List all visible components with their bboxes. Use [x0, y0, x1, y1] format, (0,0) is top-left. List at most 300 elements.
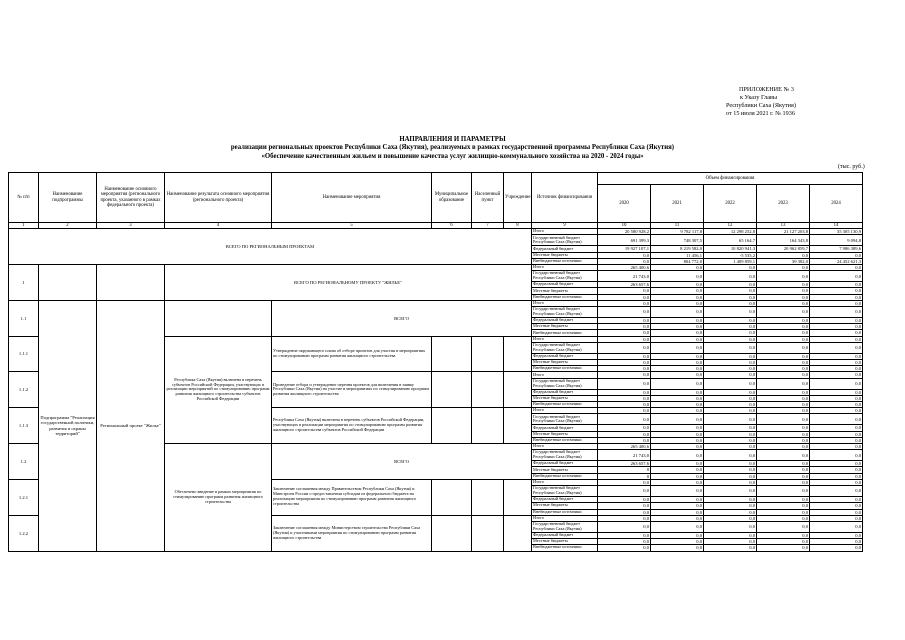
value-cell: 21 127 203,8: [757, 229, 810, 235]
value-cell: 0,0: [757, 402, 810, 408]
source-cell: Итого: [532, 515, 598, 521]
value-cell: 748 307,5: [651, 235, 704, 246]
value-cell: 0,0: [810, 497, 863, 503]
value-cell: 20 580 928,2: [598, 229, 651, 235]
column-index: 3: [97, 223, 165, 229]
value-cell: 9 782 117,8: [651, 229, 704, 235]
value-cell: 0,0: [757, 473, 810, 479]
value-cell: 0,0: [810, 271, 863, 282]
value-cell: 0,0: [757, 252, 810, 258]
value-cell: 0,0: [598, 414, 651, 425]
value-cell: 804 772,0: [651, 258, 704, 264]
value-cell: 0,0: [757, 461, 810, 467]
value-cell: 7 986 389,6: [810, 246, 863, 252]
value-cell: 0,0: [757, 330, 810, 336]
value-cell: 0,0: [704, 300, 757, 306]
value-cell: 0,0: [704, 503, 757, 509]
source-cell: Внебюджетные источники: [532, 258, 598, 264]
units-label: (тыс. руб.): [838, 164, 865, 170]
value-cell: 0,0: [651, 300, 704, 306]
value-cell: 0,0: [810, 307, 863, 318]
source-cell: Местные бюджеты: [532, 395, 598, 401]
value-cell: 1 409 859,1: [704, 258, 757, 264]
value-cell: 0,0: [704, 450, 757, 461]
value-cell: 0,0: [757, 444, 810, 450]
value-cell: 0,0: [598, 258, 651, 264]
value-cell: 0,0: [757, 532, 810, 538]
settlement-cell: [472, 515, 504, 551]
value-cell: 0,0: [598, 486, 651, 497]
value-cell: 0,0: [704, 431, 757, 437]
header-volume: Объем финансирования: [598, 173, 863, 185]
value-cell: 0,0: [757, 521, 810, 532]
value-cell: 0,0: [757, 437, 810, 443]
value-cell: 0,0: [704, 437, 757, 443]
header-year: 2024: [810, 185, 863, 223]
appendix-block: [724, 86, 884, 118]
column-index: 11: [651, 223, 704, 229]
value-cell: 0,0: [810, 330, 863, 336]
value-cell: 0,0: [598, 366, 651, 372]
header-source: Источник финансирования: [532, 173, 598, 223]
column-index: 5: [272, 223, 432, 229]
value-cell: 0,0: [810, 252, 863, 258]
source-cell: Итого: [532, 444, 598, 450]
value-cell: 0,0: [598, 330, 651, 336]
value-cell: 0,0: [704, 271, 757, 282]
source-cell: Федеральный бюджет: [532, 532, 598, 538]
value-cell: 0,0: [651, 503, 704, 509]
value-cell: 0,0: [651, 473, 704, 479]
value-cell: 0,0: [598, 342, 651, 353]
value-cell: 0,0: [651, 342, 704, 353]
settlement-cell: [472, 408, 504, 444]
value-cell: 0,0: [757, 467, 810, 473]
value-cell: 0,0: [757, 539, 810, 545]
value-cell: 0,0: [704, 444, 757, 450]
value-cell: 12 298 252,8: [704, 229, 757, 235]
header-year: 2020: [598, 185, 651, 223]
source-cell: Государственный бюджет Республики Саха (Якутия): [532, 521, 598, 532]
value-cell: 0,0: [810, 408, 863, 414]
value-cell: 0,0: [704, 342, 757, 353]
value-cell: 0,0: [598, 539, 651, 545]
row-number: 1.1.1: [9, 336, 39, 372]
value-cell: 0,0: [704, 509, 757, 515]
header-mainevent: Наименование основного мероприятия (регионального проекта, указанного в рамках федерального проекта): [97, 173, 165, 223]
value-cell: 0,0: [651, 378, 704, 389]
value-cell: 0,0: [651, 486, 704, 497]
value-cell: 0,0: [651, 288, 704, 294]
value-cell: 0,0: [810, 318, 863, 324]
value-cell: 0,0: [651, 414, 704, 425]
subprogram-cell: Подпрограмма "Реализация государственной политики, развития и охраны территорий": [39, 300, 97, 551]
column-index: 6: [432, 223, 472, 229]
column-index: 2: [39, 223, 97, 229]
result-spacer: [165, 300, 272, 336]
value-cell: 0,0: [757, 271, 810, 282]
value-cell: 0,0: [651, 509, 704, 515]
value-cell: 0,0: [598, 515, 651, 521]
institution-cell: [504, 479, 532, 515]
value-cell: 0,0: [704, 288, 757, 294]
value-cell: 0,0: [757, 342, 810, 353]
value-cell: 0,0: [651, 545, 704, 551]
value-cell: 0,0: [810, 395, 863, 401]
source-cell: Итого: [532, 300, 598, 306]
value-cell: 0,0: [598, 360, 651, 366]
value-cell: 0,0: [598, 353, 651, 359]
mainevent-cell: Региональный проект "Жилье": [97, 300, 165, 551]
value-cell: 0,0: [757, 307, 810, 318]
header-result: Наименование результата основного мероприятия (регионального проекта): [165, 173, 272, 223]
institution-cell: [504, 336, 532, 372]
value-cell: 0,0: [704, 389, 757, 395]
settlement-cell: [472, 336, 504, 372]
column-index: 4: [165, 223, 272, 229]
source-cell: Внебюджетные источники: [532, 437, 598, 443]
value-cell: 0,0: [810, 402, 863, 408]
value-cell: 0,0: [651, 450, 704, 461]
source-cell: Внебюджетные источники: [532, 330, 598, 336]
column-index: 13: [757, 223, 810, 229]
value-cell: 0,0: [598, 372, 651, 378]
value-cell: 0,0: [704, 515, 757, 521]
value-cell: 0: [598, 467, 651, 473]
value-cell: 0,0: [651, 539, 704, 545]
document-title: [0, 136, 905, 161]
value-cell: 0,0: [757, 545, 810, 551]
value-cell: 0,0: [810, 324, 863, 330]
value-cell: 0,0: [757, 324, 810, 330]
source-cell: Местные бюджеты: [532, 360, 598, 366]
value-cell: 0,0: [810, 282, 863, 288]
value-cell: 0,0: [598, 503, 651, 509]
source-cell: Государственный бюджет Республики Саха (Якутия): [532, 378, 598, 389]
value-cell: 39 382,0: [757, 258, 810, 264]
value-cell: 0,0: [757, 300, 810, 306]
value-cell: 0,0: [704, 408, 757, 414]
value-cell: 0,0: [704, 324, 757, 330]
value-cell: 0,0: [810, 450, 863, 461]
value-cell: 0,0: [598, 431, 651, 437]
value-cell: 0,0: [598, 395, 651, 401]
value-cell: 0,0: [704, 294, 757, 300]
source-cell: Итого: [532, 372, 598, 378]
source-cell: Местные бюджеты: [532, 288, 598, 294]
value-cell: 0,0: [598, 324, 651, 330]
value-cell: 0,0: [810, 479, 863, 485]
value-cell: 0,0: [598, 318, 651, 324]
value-cell: 0,0: [598, 336, 651, 342]
value-cell: 0,0: [651, 461, 704, 467]
value-cell: 0,0: [757, 503, 810, 509]
value-cell: 0,0: [704, 545, 757, 551]
source-cell: Внебюджетные источники: [532, 509, 598, 515]
value-cell: 0,0: [810, 360, 863, 366]
value-cell: 0,0: [704, 265, 757, 271]
value-cell: 0,0: [810, 509, 863, 515]
settlement-cell: [472, 479, 504, 515]
source-cell: Итого: [532, 229, 598, 235]
value-cell: 0,0: [598, 509, 651, 515]
value-cell: 10 820 941,3: [704, 246, 757, 252]
value-cell: 0,0: [651, 294, 704, 300]
value-cell: 0,0: [704, 360, 757, 366]
value-cell: 0,0: [757, 353, 810, 359]
value-cell: 0,0: [810, 521, 863, 532]
group-label-g12: ВСЕГО: [272, 444, 532, 480]
source-cell: Федеральный бюджет: [532, 246, 598, 252]
value-cell: 0,0: [651, 431, 704, 437]
source-cell: Государственный бюджет Республики Саха (Якутия): [532, 414, 598, 425]
value-cell: 263 657,6: [598, 282, 651, 288]
value-cell: 0,0: [598, 479, 651, 485]
source-cell: Государственный бюджет Республики Саха (Якутия): [532, 271, 598, 282]
value-cell: 0,0: [757, 497, 810, 503]
source-cell: Федеральный бюджет: [532, 461, 598, 467]
value-cell: 0,0: [704, 532, 757, 538]
value-cell: 0,0: [757, 450, 810, 461]
value-cell: 0,0: [598, 532, 651, 538]
value-cell: 164 343,8: [757, 235, 810, 246]
value-cell: 0,0: [651, 515, 704, 521]
source-cell: Федеральный бюджет: [532, 389, 598, 395]
value-cell: 0,0: [757, 366, 810, 372]
value-cell: 65 164,7: [704, 235, 757, 246]
value-cell: 0,0: [651, 372, 704, 378]
source-cell: Местные бюджеты: [532, 324, 598, 330]
result-cell: Республика Саха (Якутия) включена в перечень субъектов Российской Федерации, участвующих в реализации мероприятий по стимулированию программ развития жилищного строительства субъектов Российской Федерации: [165, 336, 272, 443]
event-cell: Республика Саха (Якутия) включена в перечень субъектов Российской Федерации, участвующих в реализации мероприятия по стимулированию программ развития жилищного строительства субъектов Российской Федерации: [272, 408, 432, 444]
value-cell: 0,0: [598, 294, 651, 300]
municipality-cell: [432, 336, 472, 372]
value-cell: 0,0: [757, 372, 810, 378]
value-cell: 0,0: [757, 395, 810, 401]
value-cell: 0,0: [651, 532, 704, 538]
value-cell: 0,0: [704, 353, 757, 359]
source-cell: Внебюджетные источники: [532, 473, 598, 479]
value-cell: 0,0: [757, 431, 810, 437]
value-cell: 0,0: [651, 330, 704, 336]
value-cell: 0,0: [651, 402, 704, 408]
value-cell: 0,0: [810, 353, 863, 359]
value-cell: 0,0: [651, 353, 704, 359]
source-cell: Итого: [532, 336, 598, 342]
value-cell: 0,0: [598, 425, 651, 431]
value-cell: 0,0: [810, 461, 863, 467]
value-cell: 0,0: [810, 378, 863, 389]
value-cell: 0,0: [810, 545, 863, 551]
value-cell: 0,0: [704, 366, 757, 372]
value-cell: 0,0: [757, 288, 810, 294]
value-cell: 0,0: [651, 408, 704, 414]
appendix-date: от 15 июля 2021 г. № 1936: [726, 110, 795, 117]
value-cell: 691 399,3: [598, 235, 651, 246]
value-cell: 0,0: [810, 467, 863, 473]
institution-cell: [504, 515, 532, 551]
value-cell: 0,0: [598, 307, 651, 318]
value-cell: 0,0: [757, 336, 810, 342]
value-cell: 0,0: [810, 473, 863, 479]
row-number: 1.2.2: [9, 515, 39, 551]
subprogram-spacer: [39, 265, 97, 301]
source-cell: Федеральный бюджет: [532, 282, 598, 288]
event-cell: Проведение отбора и утверждение перечня проектов для включения в заявку Республики Саха (Якутия) на участие в мероприятиях по стимулированию программ развития жилищного строительства: [272, 372, 432, 408]
value-cell: 0,0: [810, 425, 863, 431]
value-cell: 0,0: [704, 402, 757, 408]
value-cell: 0,0: [810, 414, 863, 425]
institution-cell: [504, 408, 532, 444]
value-cell: 0,0: [598, 389, 651, 395]
header-year: 2022: [704, 185, 757, 223]
value-cell: 0,0: [757, 378, 810, 389]
value-cell: 0: [598, 473, 651, 479]
header-year: 2021: [651, 185, 704, 223]
institution-cell: [504, 372, 532, 408]
header-settlement: Населенный пункт: [472, 173, 504, 223]
value-cell: 0,0: [810, 431, 863, 437]
header-institution: Учреждение: [504, 173, 532, 223]
value-cell: 0,0: [704, 521, 757, 532]
value-cell: 0,0: [598, 300, 651, 306]
source-cell: Федеральный бюджет: [532, 318, 598, 324]
value-cell: 0,0: [757, 515, 810, 521]
row-number: 1.1: [9, 300, 39, 336]
appendix-decree: к Указу Главы: [740, 94, 778, 101]
group-label-g1: ВСЕГО ПО РЕГИОНАЛЬНОМУ ПРОЕКТУ "ЖИЛЬЕ": [165, 265, 532, 301]
source-cell: Федеральный бюджет: [532, 497, 598, 503]
row-number: 1.1.2: [9, 372, 39, 408]
value-cell: 0,0: [810, 515, 863, 521]
value-cell: 0,0: [651, 425, 704, 431]
value-cell: 0,0: [810, 539, 863, 545]
value-cell: 0,0: [704, 378, 757, 389]
value-cell: 0,0: [598, 378, 651, 389]
value-cell: 0,0: [651, 282, 704, 288]
value-cell: 0,0: [810, 300, 863, 306]
value-cell: 0,0: [810, 486, 863, 497]
value-cell: 21 743,0: [598, 450, 651, 461]
value-cell: 263 657,6: [598, 461, 651, 467]
value-cell: 0,0: [757, 425, 810, 431]
source-cell: Местные бюджеты: [532, 503, 598, 509]
value-cell: 0,0: [704, 282, 757, 288]
value-cell: 0,0: [757, 408, 810, 414]
value-cell: 0,0: [598, 252, 651, 258]
source-cell: Федеральный бюджет: [532, 425, 598, 431]
event-cell: Заключение соглашения между Правительством Республики Саха (Якутия) и Минстроем России о предоставлении субсидии из федерального бюджета на реализацию мероприятия по стимулированию программ развития жилищного строительства: [272, 479, 432, 515]
value-cell: 11 456,1: [651, 252, 704, 258]
column-index: 10: [598, 223, 651, 229]
column-index: 7: [472, 223, 504, 229]
value-cell: 0,0: [810, 389, 863, 395]
source-cell: Местные бюджеты: [532, 539, 598, 545]
source-cell: Итого: [532, 479, 598, 485]
header-municipality: Муниципальное образование: [432, 173, 472, 223]
municipality-cell: [432, 515, 472, 551]
value-cell: 0,0: [704, 425, 757, 431]
financing-table: [8, 172, 863, 552]
title-line-1: НАПРАВЛЕНИЯ И ПАРАМЕТРЫ: [399, 136, 506, 143]
value-cell: 0,0: [810, 503, 863, 509]
municipality-cell: [432, 479, 472, 515]
value-cell: 0,0: [704, 461, 757, 467]
value-cell: 24 452 621,3: [810, 258, 863, 264]
column-index: 14: [810, 223, 863, 229]
source-cell: Государственный бюджет Республики Саха (Якутия): [532, 450, 598, 461]
value-cell: 0,0: [704, 473, 757, 479]
value-cell: 0,0: [757, 318, 810, 324]
source-cell: Государственный бюджет Республики Саха (Якутия): [532, 342, 598, 353]
value-cell: 0,0: [651, 318, 704, 324]
column-index: 1: [9, 223, 39, 229]
value-cell: 0,0: [757, 414, 810, 425]
column-index: 12: [704, 223, 757, 229]
value-cell: 0,0: [598, 288, 651, 294]
value-cell: 0,0: [704, 395, 757, 401]
value-cell: 0,0: [757, 389, 810, 395]
value-cell: 0,0: [757, 360, 810, 366]
value-cell: 0,0: [704, 336, 757, 342]
value-cell: 20 962 859,7: [757, 246, 810, 252]
value-cell: 8 219 582,0: [651, 246, 704, 252]
row-number: 1: [9, 265, 39, 301]
source-cell: Местные бюджеты: [532, 252, 598, 258]
value-cell: 0,0: [651, 336, 704, 342]
value-cell: 0,0: [810, 366, 863, 372]
value-cell: 0,0: [704, 414, 757, 425]
row-number: 1.2: [9, 444, 39, 480]
value-cell: 0,0: [810, 444, 863, 450]
value-cell: 0,0: [651, 479, 704, 485]
value-cell: 19 927 107,1: [598, 246, 651, 252]
event-cell: Утверждение окружающего плана об отборе проектов для участия в мероприятиях по стимулированию программ развития жилищного строительства: [272, 336, 432, 372]
value-cell: 0,0: [704, 479, 757, 485]
value-cell: 0,0: [651, 366, 704, 372]
value-cell: 9 094,8: [810, 235, 863, 246]
value-cell: 0,0: [651, 271, 704, 282]
group-label-all: ВСЕГО ПО РЕГИОНАЛЬНЫМ ПРОЕКТАМ: [9, 229, 532, 265]
value-cell: 0,0: [598, 497, 651, 503]
source-cell: Внебюджетные источники: [532, 545, 598, 551]
value-cell: 0,0: [651, 265, 704, 271]
title-line-2: реализации региональных проектов Республики Саха (Якутия), реализуемых в рамках государственной программы Республики Саха (Якутия): [230, 144, 675, 152]
value-cell: 0,0: [704, 497, 757, 503]
value-cell: 0,0: [704, 330, 757, 336]
value-cell: 0,0: [651, 437, 704, 443]
source-cell: Государственный бюджет Республики Саха (Якутия): [532, 486, 598, 497]
source-cell: Итого: [532, 408, 598, 414]
source-cell: Государственный бюджет Республики Саха (Якутия): [532, 307, 598, 318]
source-cell: Федеральный бюджет: [532, 353, 598, 359]
value-cell: 0,0: [651, 395, 704, 401]
appendix-label: ПРИЛОЖЕНИЕ № 3: [739, 86, 795, 93]
value-cell: 0,0: [704, 318, 757, 324]
value-cell: 0,0: [810, 265, 863, 271]
value-cell: 0,0: [757, 486, 810, 497]
source-cell: Итого: [532, 265, 598, 271]
header-year: 2023: [757, 185, 810, 223]
value-cell: 0,0: [651, 467, 704, 473]
value-cell: 0,0: [598, 437, 651, 443]
source-cell: Внебюджетные источники: [532, 402, 598, 408]
value-cell: 0,0: [810, 342, 863, 353]
column-index: 8: [504, 223, 532, 229]
value-cell: 0,0: [651, 324, 704, 330]
value-cell: 0,0: [810, 532, 863, 538]
value-cell: -5 535,2: [704, 252, 757, 258]
